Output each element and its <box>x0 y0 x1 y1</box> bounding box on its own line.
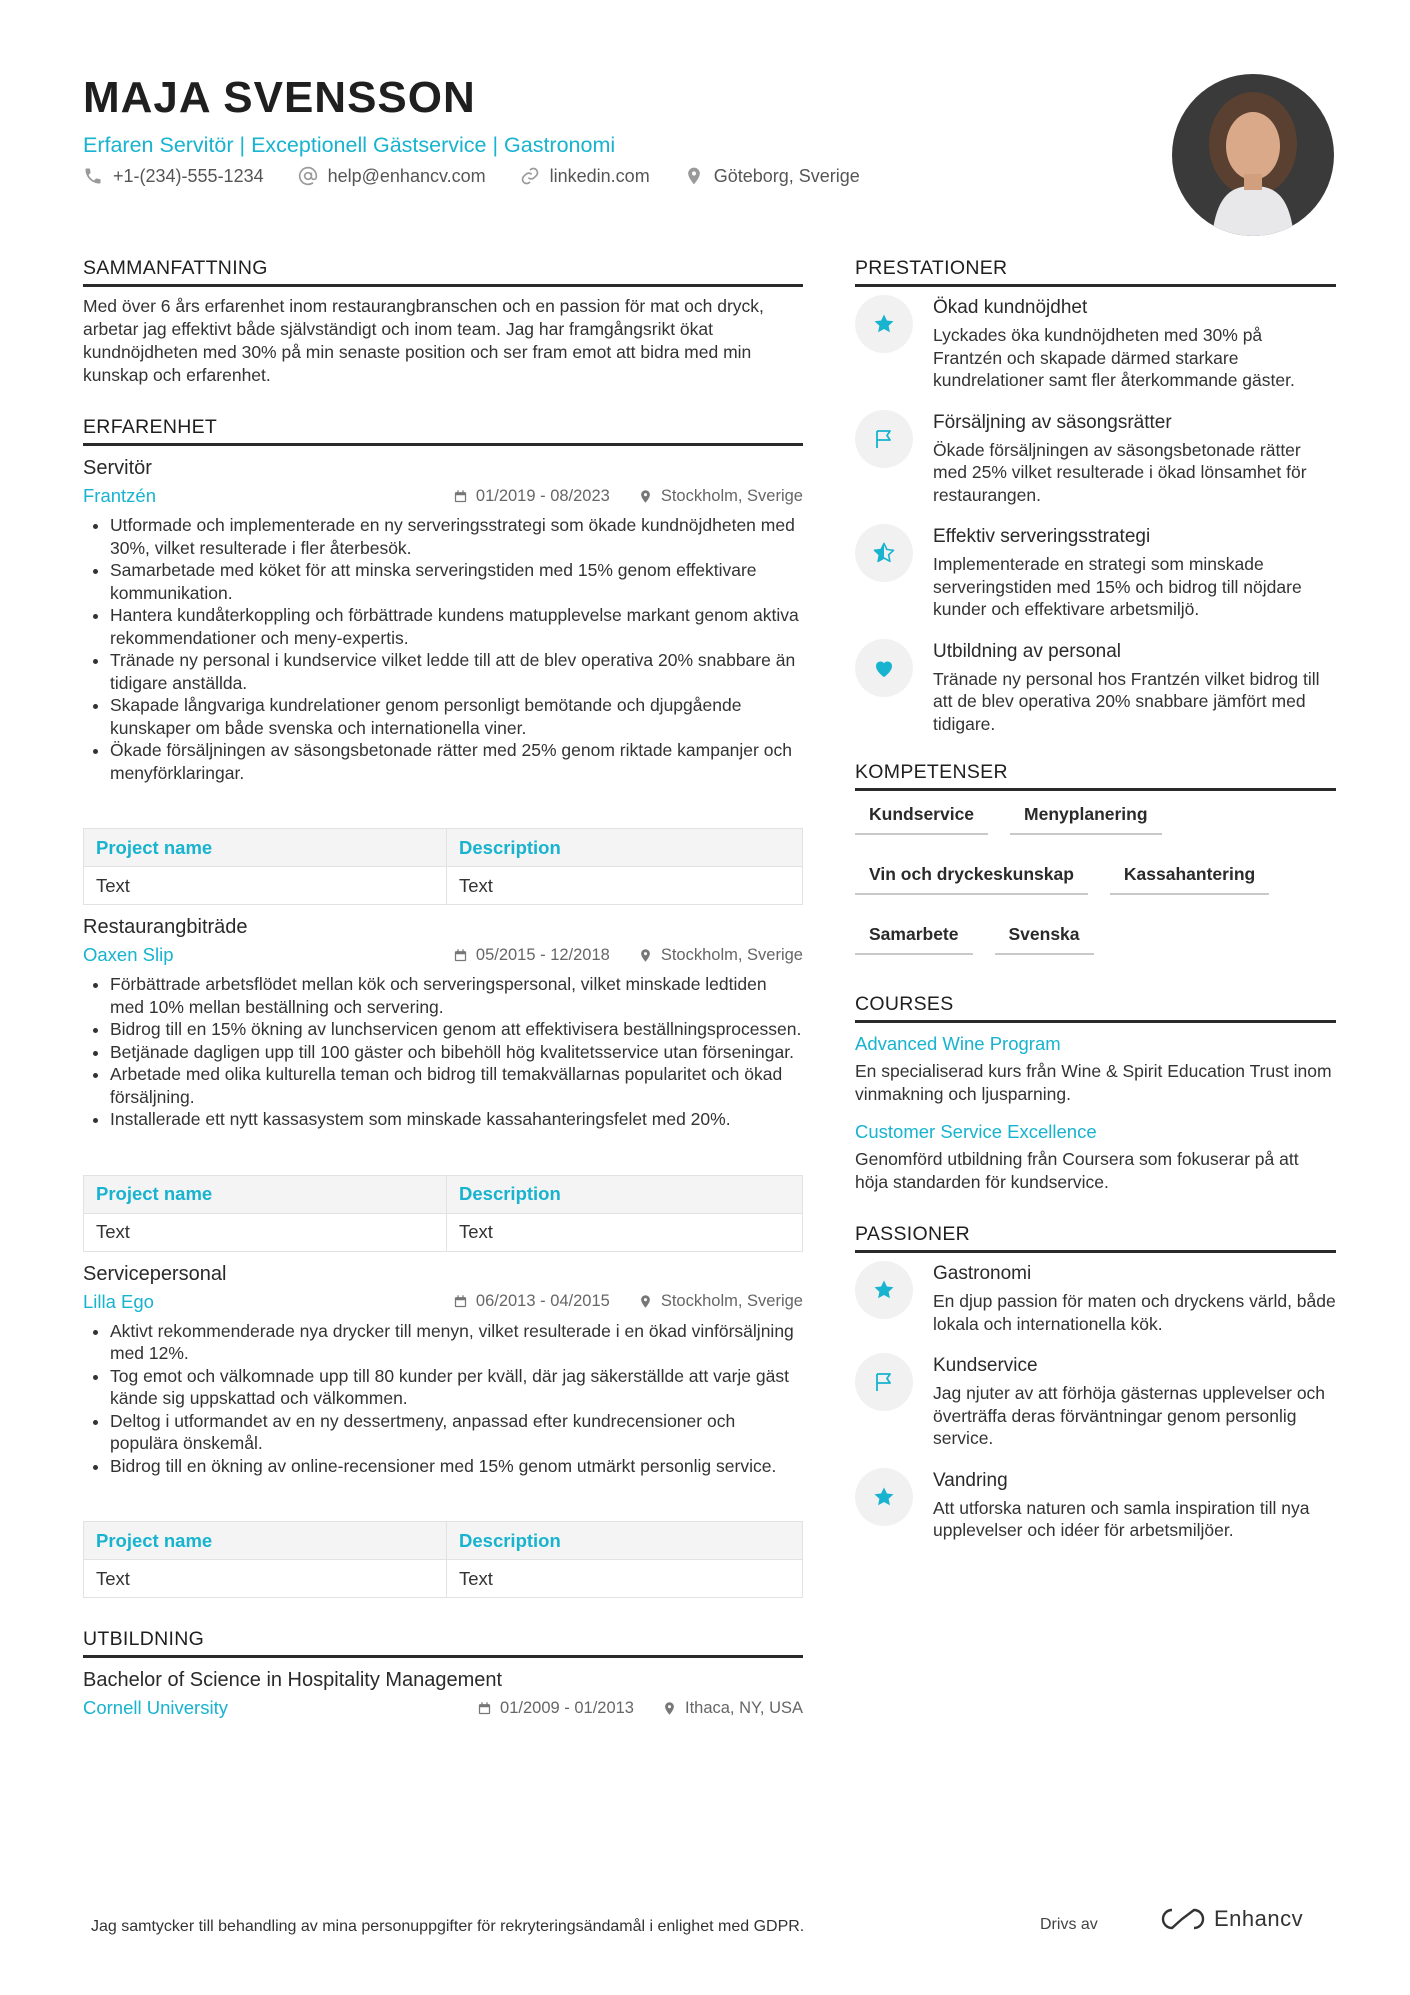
passions-title: PASSIONER <box>855 1221 1336 1253</box>
table-header: Project name <box>84 829 447 867</box>
achievement-desc: Tränade ny personal hos Frantzén vilket bidrog till att de blev operativa 20% snabbare jämfört med tidigare. <box>933 668 1320 734</box>
list-item: • Ökade försäljningen av säsongsbetonade rätter med 25% genom riktade kampanjer och menyförklaringar. <box>110 739 803 784</box>
achievement-desc: Implementerade en strategi som minskade serveringstiden med 15% och bidrog till nöjdare kunder och effektivare arbetsmiljö. <box>933 554 1302 619</box>
job-bullets <box>83 1320 803 1478</box>
job-dates: 06/2013 - 04/2015 <box>475 1292 610 1310</box>
education-title: UTBILDNING <box>83 1626 803 1658</box>
at-icon <box>298 166 318 186</box>
summary-text: Med över 6 års erfarenhet inom restaurangbranschen och en passion för mat och dryck, arbetar jag effektivt både självständigt och inom team. Jag har framgångsrikt ökat kundnöjdheten med 30% på min senaste position och ser fram emot att bidra med min kunskap och erfarenhet. <box>83 296 764 385</box>
profile-photo <box>1172 74 1334 236</box>
location-text: Göteborg, Sverige <box>713 165 860 186</box>
calendar-icon <box>453 948 468 963</box>
email-text: help@enhancv.com <box>327 165 486 186</box>
job-role: Restaurangbiträde <box>83 916 248 938</box>
job-dates: 05/2015 - 12/2018 <box>475 945 610 964</box>
achievement-title: Utbildning av personal <box>933 640 1122 662</box>
passion-desc: Jag njuter av att förhöja gästernas upplevelser och överträffa deras förväntningar genom personlig service. <box>933 1383 1326 1448</box>
table-header: Project name <box>84 1175 447 1213</box>
left-column <box>83 255 803 1722</box>
flag-icon <box>872 427 896 451</box>
table-cell: Text <box>447 1213 803 1251</box>
achievement-item <box>855 639 1336 736</box>
brand-name: Enhancv <box>1214 1906 1304 1931</box>
contact-bar <box>83 162 860 190</box>
list-item: • Deltog i utformandet av en ny dessertmeny, anpassad efter kundrecensioner och populära önskemål. <box>110 1410 803 1455</box>
skill-tag: Svenska <box>995 921 1094 955</box>
table-row <box>84 1560 803 1598</box>
education-school: Cornell University <box>83 1697 228 1718</box>
passion-item <box>855 1261 1336 1335</box>
list-item: • Bidrog till en ökning av online-recensioner med 15% genom utmärkt personlig service. <box>110 1455 803 1478</box>
course-desc: Genomförd utbildning från Coursera som fokuserar på att höja standarden för kundservice. <box>855 1149 1299 1192</box>
table-header: Description <box>447 1175 803 1213</box>
passion-item <box>855 1468 1336 1542</box>
skill-tag: Kundservice <box>855 801 988 835</box>
course-desc: En specialiserad kurs från Wine & Spirit Education Trust inom vinmakning och ljusparning. <box>855 1061 1332 1104</box>
star-icon <box>872 1485 896 1509</box>
job-dates: 01/2019 - 08/2023 <box>475 486 610 505</box>
list-item: • Arbetade med olika kulturella teman och bidrog till temakvällarnas popularitet och ökad försäljning. <box>110 1063 803 1108</box>
job-location: Stockholm, Sverige <box>660 486 803 505</box>
table-cell: Text <box>447 867 803 905</box>
phone-icon <box>83 166 103 186</box>
star-icon <box>872 312 896 336</box>
passion-desc: Att utforska naturen och samla inspiration till nya upplevelser och idéer för arbetsmiljöer. <box>933 1497 1310 1540</box>
table-cell: Text <box>84 1213 447 1251</box>
achievements-title: PRESTATIONER <box>855 255 1336 287</box>
job-company: Oaxen Slip <box>83 944 174 965</box>
list-item: • Samarbetade med köket för att minska serveringstiden med 15% genom effektivare kommunikation. <box>110 559 803 604</box>
skill-tag: Kassahantering <box>1110 861 1269 895</box>
experience-title: ERFARENHET <box>83 414 803 446</box>
education-dates: 01/2009 - 01/2013 <box>500 1698 634 1717</box>
project-table <box>83 1521 803 1598</box>
list-item: • Betjänade dagligen upp till 100 gäster och bibehöll hög kvalitetsservice utan förseningar. <box>110 1041 803 1064</box>
skills-list <box>855 801 1336 955</box>
list-item: • Installerade ett nytt kassasystem som minskade kassahanteringsfelet med 20%. <box>110 1108 803 1131</box>
star-icon <box>872 1278 896 1302</box>
achievement-title: Effektiv serveringsstrategi <box>933 526 1151 547</box>
contact-phone[interactable] <box>83 166 264 187</box>
contact-linkedin[interactable] <box>520 166 650 187</box>
course-item <box>855 1031 1336 1105</box>
job-entry <box>83 454 803 905</box>
job-location: Stockholm, Sverige <box>660 945 803 964</box>
education-location: Ithaca, NY, USA <box>684 1698 803 1717</box>
location-pin-icon <box>638 489 653 504</box>
list-item: • Förbättrade arbetsflödet mellan kök och serveringspersonal, vilket minskade ledtiden med 10% mellan beställning och servering. <box>110 973 803 1018</box>
job-entry <box>83 1260 803 1599</box>
linkedin-text: linkedin.com <box>549 165 650 186</box>
powered-by-label: Drivs av <box>1040 1916 1098 1933</box>
table-row <box>84 867 803 905</box>
project-table <box>83 1175 803 1252</box>
achievement-item <box>855 295 1336 392</box>
skill-tag: Vin och dryckeskunskap <box>855 861 1088 895</box>
project-table <box>83 828 803 905</box>
summary-title: SAMMANFATTNING <box>83 255 803 287</box>
heart-icon <box>872 656 896 680</box>
tagline: Erfaren Servitör | Exceptionell Gästservice | Gastronomi <box>83 133 616 157</box>
course-item <box>855 1119 1336 1193</box>
job-company: Lilla Ego <box>83 1290 154 1312</box>
contact-email[interactable] <box>298 166 486 187</box>
table-cell: Text <box>84 867 447 905</box>
list-item: • Skapade långvariga kundrelationer genom personligt bemötande och djupgående kunskaper om både svenska och internationella viner. <box>110 694 803 739</box>
achievement-item <box>855 410 1336 507</box>
location-pin-icon <box>638 1294 653 1309</box>
courses-title: COURSES <box>855 991 1336 1023</box>
achievement-desc: Ökade försäljningen av säsongsbetonade rätter med 25% vilket resulterade i ökad lönsamhet för restaurangen. <box>933 439 1307 505</box>
passion-item <box>855 1353 1336 1450</box>
list-item: • Utformade och implementerade en ny serveringsstrategi som ökade kundnöjdheten med 30%, vilket resulterade i fler återbesök. <box>110 514 803 559</box>
half-star-icon <box>872 541 896 565</box>
location-pin-icon <box>662 1701 677 1716</box>
list-item: • Hantera kundåterkoppling och förbättrade kundens matupplevelse markant genom aktiva rekommendationer och meny-expertis. <box>110 604 803 649</box>
achievement-title: Ökad kundnöjdhet <box>933 297 1088 318</box>
course-title: Customer Service Excellence <box>855 1121 1097 1142</box>
table-header: Description <box>447 829 803 867</box>
table-cell: Text <box>447 1560 803 1598</box>
list-item: • Tog emot och välkomnade upp till 80 kunder per kväll, där jag säkerställde att varje gäst kände sig uppskattad och välkommen. <box>110 1365 803 1410</box>
location-pin-icon <box>684 166 704 186</box>
right-column <box>855 255 1336 1560</box>
enhancv-logo[interactable] <box>1160 1906 1303 1932</box>
skills-title: KOMPETENSER <box>855 759 1336 791</box>
calendar-icon <box>477 1701 492 1716</box>
list-item: • Aktivt rekommenderade nya drycker till menyn, vilket resulterade i en ökad vinförsäljning med 12%. <box>110 1320 803 1365</box>
passion-title: Kundservice <box>933 1355 1038 1376</box>
education-degree: Bachelor of Science in Hospitality Management <box>83 1669 503 1691</box>
job-company: Frantzén <box>83 485 157 506</box>
flag-icon <box>872 1370 896 1394</box>
gdpr-consent: Jag samtycker till behandling av mina personuppgifter för rekryteringsändamål i enlighet med GDPR. <box>91 1918 805 1935</box>
achievement-item <box>855 524 1336 621</box>
course-title: Advanced Wine Program <box>855 1033 1061 1054</box>
calendar-icon <box>453 489 468 504</box>
candidate-name: MAJA SVENSSON <box>83 73 476 122</box>
job-bullets <box>83 514 803 784</box>
table-header: Description <box>447 1522 803 1560</box>
job-entry <box>83 913 803 1252</box>
passion-title: Gastronomi <box>933 1263 1032 1284</box>
job-bullets <box>83 973 803 1131</box>
skill-tag: Menyplanering <box>1010 801 1162 835</box>
contact-location <box>684 166 860 187</box>
list-item: • Bidrog till en 15% ökning av lunchservicen genom att effektivisera beställningsprocessen. <box>110 1018 803 1041</box>
enhancv-logo-icon <box>1160 1906 1206 1932</box>
passion-desc: En djup passion för maten och dryckens värld, både lokala och internationella kök. <box>933 1291 1336 1334</box>
table-header: Project name <box>84 1522 447 1560</box>
passion-title: Vandring <box>933 1469 1008 1491</box>
link-icon <box>520 166 540 186</box>
job-role: Servitör <box>83 457 152 479</box>
phone-text: +1-(234)-555-1234 <box>113 165 264 186</box>
job-location: Stockholm, Sverige <box>660 1292 803 1310</box>
achievement-desc: Lyckades öka kundnöjdheten med 30% på Frantzén och skapade därmed starkare kundrelationer samt fler återkommande gäster. <box>933 325 1295 390</box>
table-row <box>84 1213 803 1251</box>
job-role: Servicepersonal <box>83 1262 227 1285</box>
calendar-icon <box>453 1294 468 1309</box>
list-item: • Tränade ny personal i kundservice vilket ledde till att de blev operativa 20% snabbare än tidigare anställda. <box>110 649 803 694</box>
skill-tag: Samarbete <box>855 921 973 955</box>
table-cell: Text <box>84 1560 447 1598</box>
achievement-title: Försäljning av säsongsrätter <box>933 411 1172 433</box>
location-pin-icon <box>638 948 653 963</box>
